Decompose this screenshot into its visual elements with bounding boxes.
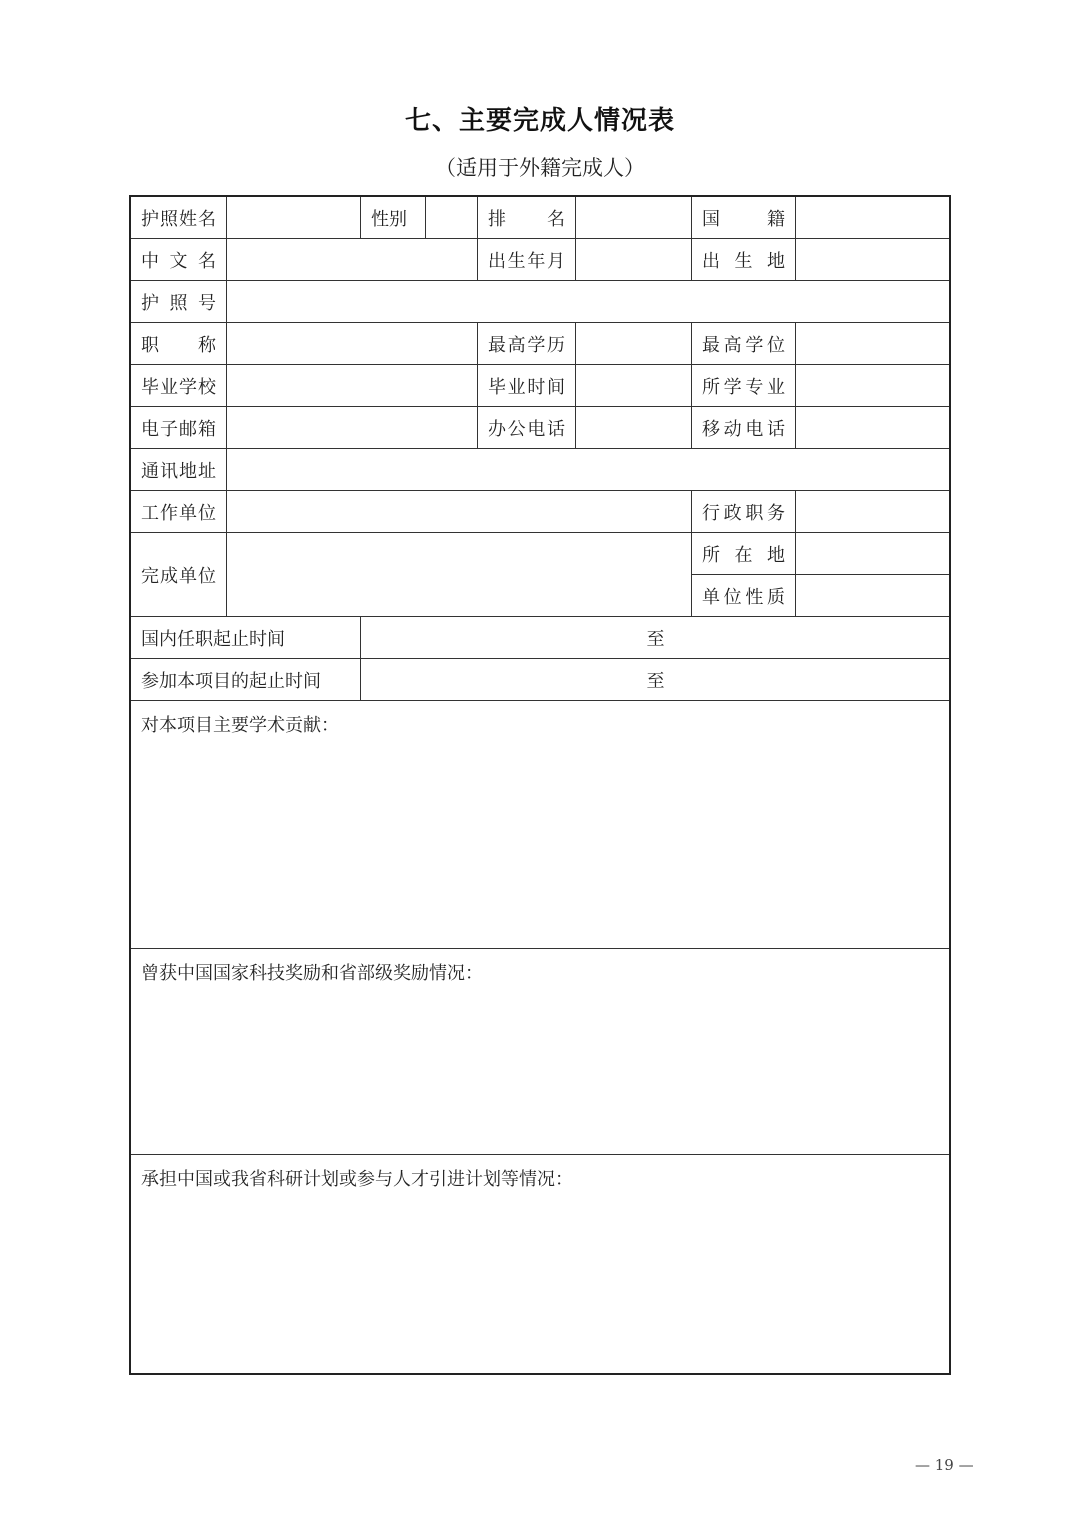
highest-education-field[interactable] xyxy=(576,323,692,365)
birth-place-field[interactable] xyxy=(796,239,951,281)
table-row xyxy=(131,617,951,659)
domestic-term-field[interactable]: 至 xyxy=(361,617,951,659)
address-label: 通讯地址 xyxy=(131,449,227,491)
passport-name-label: 护照姓名 xyxy=(131,197,227,239)
major-field[interactable] xyxy=(796,365,951,407)
completion-unit-field[interactable] xyxy=(227,533,692,617)
birth-date-field[interactable] xyxy=(576,239,692,281)
birth-place-label: 出 生 地 xyxy=(692,239,796,281)
page-number: — 19 — xyxy=(915,1456,974,1474)
gender-field[interactable] xyxy=(426,197,478,239)
admin-position-field[interactable] xyxy=(796,491,951,533)
table-row xyxy=(131,197,951,239)
unit-nature-label: 单位性质 xyxy=(692,575,796,617)
graduate-time-field[interactable] xyxy=(576,365,692,407)
table-row xyxy=(131,323,951,365)
table-row xyxy=(131,281,951,323)
graduate-school-label: 毕业学校 xyxy=(131,365,227,407)
title-rank-label: 职 称 xyxy=(131,323,227,365)
admin-position-label: 行政职务 xyxy=(692,491,796,533)
table-row xyxy=(131,659,951,701)
office-phone-label: 办公电话 xyxy=(478,407,576,449)
mobile-phone-field[interactable] xyxy=(796,407,951,449)
work-unit-field[interactable] xyxy=(227,491,692,533)
table-row xyxy=(131,949,951,1155)
location-label: 所 在 地 xyxy=(692,533,796,575)
project-term-field[interactable]: 至 xyxy=(361,659,951,701)
page-title: 七、主要完成人情况表 xyxy=(404,106,675,136)
title-rank-field[interactable] xyxy=(227,323,478,365)
chinese-name-label: 中 文 名 xyxy=(131,239,227,281)
passport-name-field[interactable] xyxy=(227,197,361,239)
highest-degree-label: 最高学位 xyxy=(692,323,796,365)
table-row xyxy=(131,701,951,949)
page-subtitle: （适用于外籍完成人） xyxy=(435,156,645,180)
gender-label: 性别 xyxy=(361,197,426,239)
completion-unit-label: 完成单位 xyxy=(131,533,227,617)
address-field[interactable] xyxy=(227,449,951,491)
nationality-field[interactable] xyxy=(796,197,951,239)
email-field[interactable] xyxy=(227,407,478,449)
graduate-school-field[interactable] xyxy=(227,365,478,407)
passport-no-label: 护 照 号 xyxy=(131,281,227,323)
project-term-label: 参加本项目的起止时间 xyxy=(131,659,361,701)
awards-section[interactable]: 曾获中国国家科技奖励和省部级奖励情况： xyxy=(131,949,951,1155)
email-label: 电子邮箱 xyxy=(131,407,227,449)
chinese-name-field[interactable] xyxy=(227,239,478,281)
table-row xyxy=(131,533,951,575)
table-row xyxy=(131,1155,951,1375)
unit-nature-field[interactable] xyxy=(796,575,951,617)
passport-no-field[interactable] xyxy=(227,281,951,323)
completer-info-table xyxy=(130,196,951,1375)
table-row xyxy=(131,365,951,407)
birth-date-label: 出生年月 xyxy=(478,239,576,281)
contribution-section[interactable]: 对本项目主要学术贡献： xyxy=(131,701,951,949)
office-phone-field[interactable] xyxy=(576,407,692,449)
table-row xyxy=(131,239,951,281)
rank-label: 排 名 xyxy=(478,197,576,239)
plans-section[interactable]: 承担中国或我省科研计划或参与人才引进计划等情况： xyxy=(131,1155,951,1375)
table-row xyxy=(131,491,951,533)
rank-field[interactable] xyxy=(576,197,692,239)
domestic-term-label: 国内任职起止时间 xyxy=(131,617,361,659)
major-label: 所学专业 xyxy=(692,365,796,407)
table-row xyxy=(131,407,951,449)
work-unit-label: 工作单位 xyxy=(131,491,227,533)
highest-education-label: 最高学历 xyxy=(478,323,576,365)
table-row xyxy=(131,449,951,491)
highest-degree-field[interactable] xyxy=(796,323,951,365)
location-field[interactable] xyxy=(796,533,951,575)
mobile-phone-label: 移动电话 xyxy=(692,407,796,449)
graduate-time-label: 毕业时间 xyxy=(478,365,576,407)
nationality-label: 国 籍 xyxy=(692,197,796,239)
